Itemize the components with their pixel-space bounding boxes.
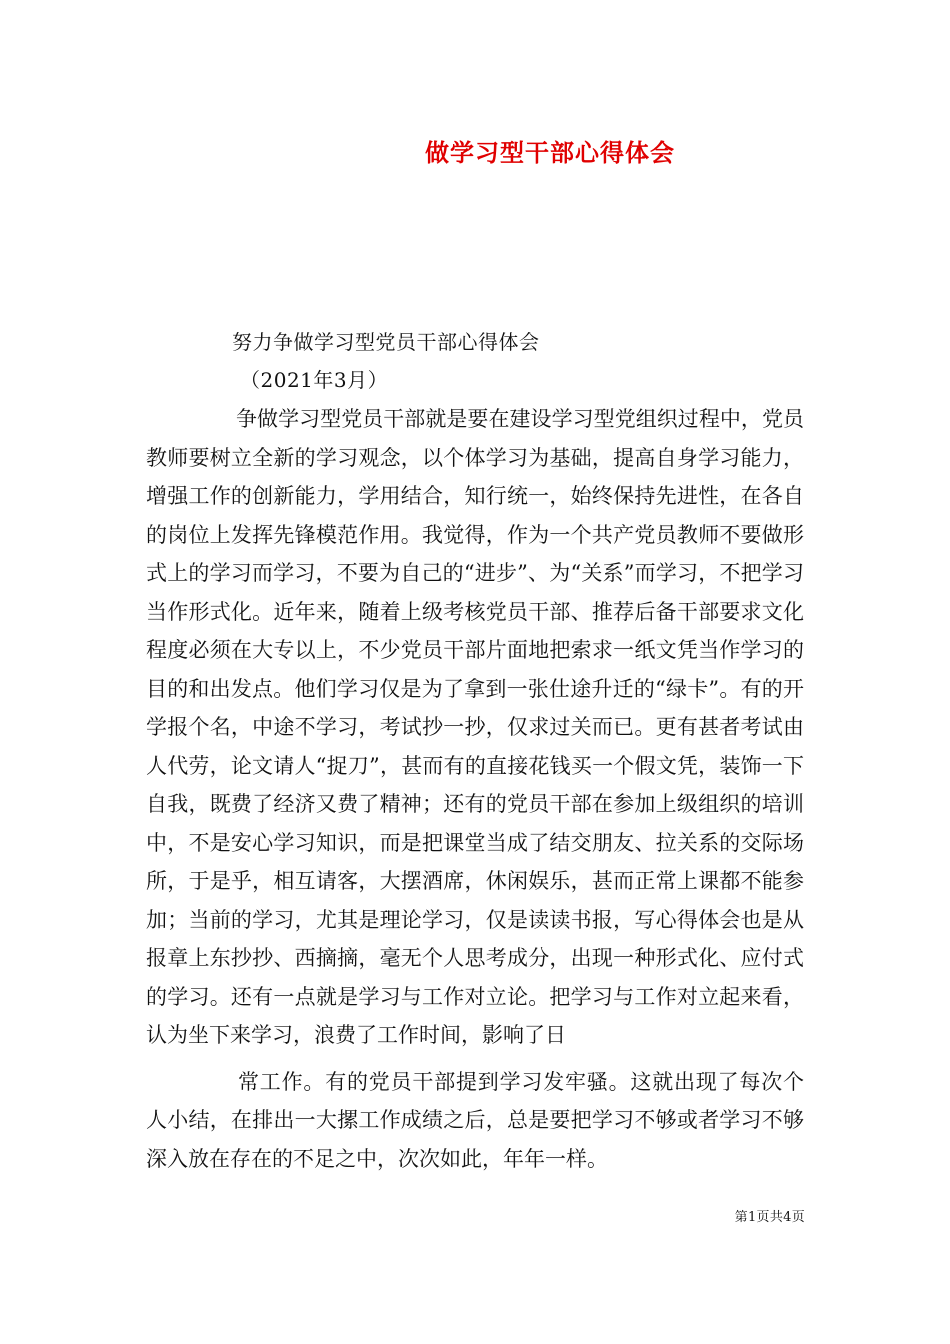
page-number-footer: 第1页共4页 (734, 1210, 805, 1225)
document-body (146, 400, 804, 1178)
body-paragraph: 争做学习型党员干部就是要在建设学习型党组织过程中，党员教师要树立全新的学习观念，以个体学习为基础，提高自身学习能力，增强工作的创新能力，学用结合，知行统一，始终保持先进性，在各自的岗位上发挥先锋模范作用。我觉得，作为一个共产党员教师不要做形式上的学习而学习，不要为自己的“进步”、为“关系”而学习，不把学习当作形式化。近年来，随着上级考核党员干部、推荐后备干部要求文化程度必须在大专以上，不少党员干部片面地把索求一纸文凭当作学习的目的和出发点。他们学习仅是为了拿到一张仕途升迁的“绿卡”。有的开学报个名，中途不学习，考试抄一抄，仅求过关而已。更有甚者考试由人代劳，论文请人“捉刀”，甚而有的直接花钱买一个假文凭，装饰一下自我，既费了经济又费了精神；还有的党员干部在参加上级组织的培训中，不是安心学习知识，而是把课堂当成了结交朋友、拉关系的交际场所，于是乎，相互请客，大摆酒席，休闲娱乐，甚而正常上课都不能参加；当前的学习，尤其是理论学习，仅是读读书报，写心得体会也是从报章上东抄抄、西摘摘，毫无个人思考成分，出现一种形式化、应付式的学习。还有一点就是学习与工作对立论。把学习与工作对立起来看，认为坐下来学习，浪费了工作时间，影响了日 (146, 407, 804, 1047)
document-subtitle: 努力争做学习型党员干部心得体会 (232, 330, 540, 354)
document-date: （2021年3月） (240, 368, 389, 392)
document-title: 做学习型干部心得体会 (425, 138, 675, 167)
body-paragraph: 常工作。有的党员干部提到学习发牢骚。这就出现了每次个人小结，在排出一大摞工作成绩之后，总是要把学习不够或者学习不够深入放在存在的不足之中，次次如此，年年一样。 (146, 1069, 804, 1171)
